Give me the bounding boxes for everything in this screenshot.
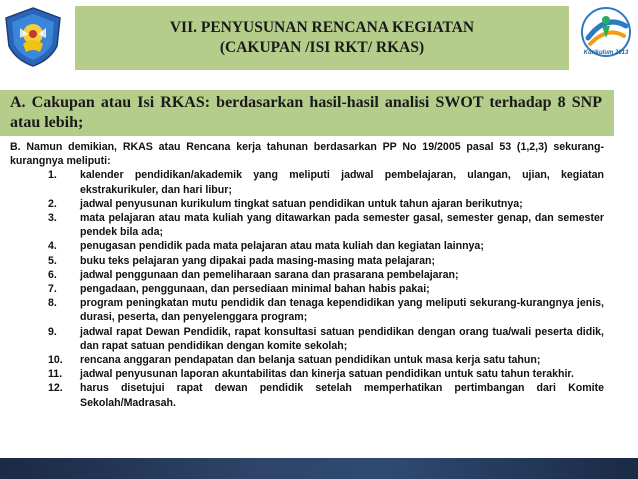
list-item-text: pengadaan, penggunaan, dan persediaan minimal bahan habis pakai; [80, 283, 430, 296]
list-item-number: 4. [48, 240, 57, 253]
list-item-number: 11. [48, 368, 63, 381]
section-b-intro: B. Namun demikian, RKAS atau Rencana kerja tahunan berdasarkan PP No 19/2005 pasal 53 (1,2,3) sekurang-kurangnya meliputi: [10, 141, 604, 168]
list-item [10, 268, 604, 282]
list-item [10, 282, 604, 296]
list-item [10, 353, 604, 367]
section-b [10, 140, 604, 410]
list-item-number: 3. [48, 212, 57, 225]
requirements-list [10, 168, 604, 409]
kurikulum-2013-logo-text: Kurikulum 2013 [583, 50, 629, 56]
tut-wuri-handayani-logo [2, 6, 64, 68]
list-item [10, 168, 604, 196]
list-item-text: program peningkatan mutu pendidik dan tenaga kependidikan yang meliputi sekurang-kurangnya jenis, durasi, peserta, dan penyelenggara program; [80, 297, 604, 324]
list-item [10, 367, 604, 381]
slide-title-line-1: VII. PENYUSUNAN RENCANA KEGIATAN [169, 19, 475, 36]
slide-title [75, 6, 569, 70]
list-item [10, 211, 604, 239]
list-item [10, 239, 604, 253]
footer-bar [0, 458, 638, 479]
list-item-number: 8. [48, 297, 57, 310]
section-a-banner [0, 90, 614, 136]
list-item-text: jadwal penyusunan laporan akuntabilitas dan kinerja satuan pendidikan untuk satu tahun terakhir. [80, 368, 574, 381]
list-item-text: buku teks pelajaran yang dipakai pada masing-masing mata pelajaran; [80, 254, 436, 267]
list-item [10, 296, 604, 324]
list-item-number: 7. [48, 283, 57, 296]
list-item-text: penugasan pendidik pada mata pelajaran atau mata kuliah dan kegiatan lainnya; [80, 240, 484, 253]
list-item-text: jadwal penggunaan dan pemeliharaan sarana dan prasarana pembelajaran; [80, 268, 459, 281]
list-item [10, 254, 604, 268]
list-item-number: 9. [48, 325, 57, 338]
list-item-number: 5. [48, 254, 57, 267]
list-item-number: 2. [48, 197, 57, 210]
list-item-text: jadwal penyusunan kurikulum tingkat satuan pendidikan untuk tahun ajaran berikutnya; [80, 197, 523, 210]
list-item [10, 381, 604, 409]
list-item-text: jadwal rapat Dewan Pendidik, rapat konsultasi satuan pendidikan dengan orang tua/wali peserta didik, dan rapat satuan pendidikan dengan komite sekolah; [80, 325, 604, 352]
kurikulum-2013-logo [576, 4, 636, 68]
list-item [10, 325, 604, 353]
list-item-text: harus disetujui rapat dewan pendidik setelah memperhatikan pertimbangan dari Komite Sekolah/Madrasah. [80, 382, 604, 409]
list-item-text: kalender pendidikan/akademik yang meliputi jadwal pembelajaran, ulangan, ujian, kegiatan ekstrakurikuler, dan hari libur; [80, 169, 604, 196]
list-item-number: 6. [48, 268, 57, 281]
list-item-text: mata pelajaran atau mata kuliah yang ditawarkan pada semester gasal, semester genap, dan semester pendek bila ada; [80, 212, 604, 239]
list-item-number: 12. [48, 382, 63, 395]
list-item [10, 197, 604, 211]
section-a-text: A. Cakupan atau Isi RKAS: berdasarkan hasil-hasil analisi SWOT terhadap 8 SNP atau lebih; [10, 94, 602, 131]
list-item-number: 10. [48, 354, 63, 367]
list-item-number: 1. [48, 169, 57, 182]
list-item-text: rencana anggaran pendapatan dan belanja satuan pendidikan untuk masa kerja satu tahun; [80, 354, 541, 367]
slide-title-line-2: (CAKUPAN /ISI RKT/ RKAS) [219, 39, 425, 56]
